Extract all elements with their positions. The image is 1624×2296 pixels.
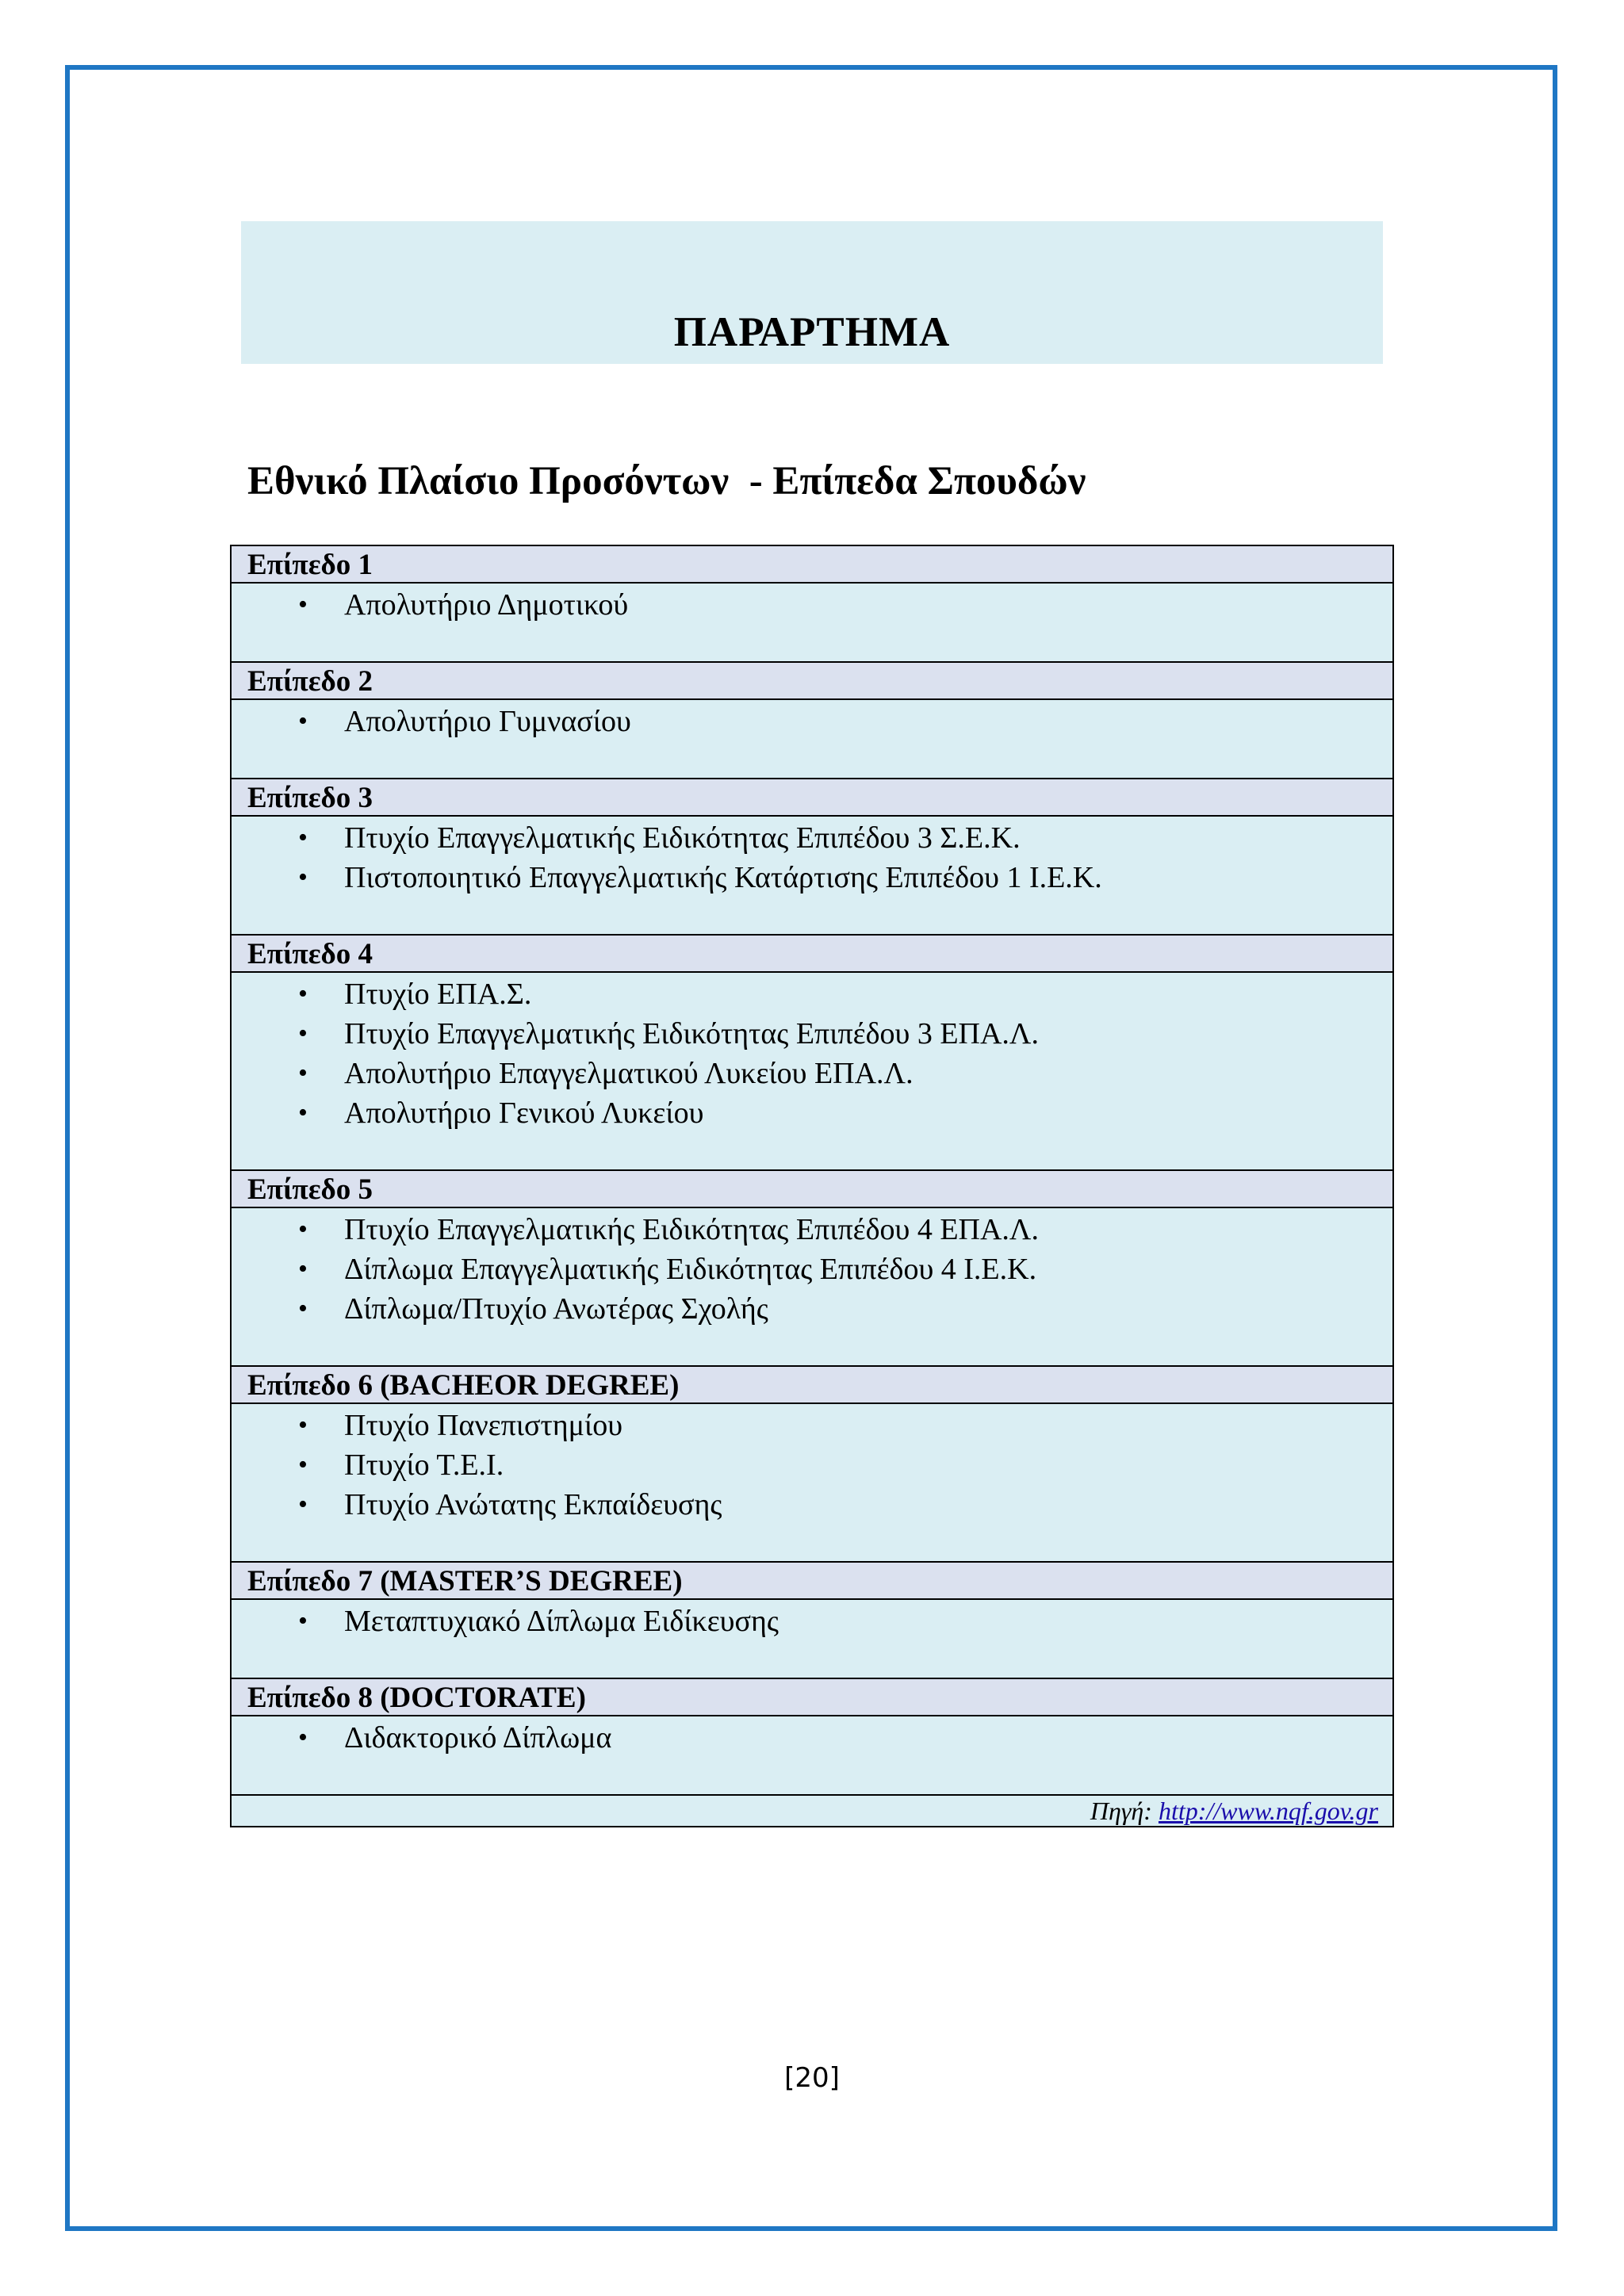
level-items (232, 973, 1392, 1171)
list-item (298, 818, 1392, 858)
list-item-text: Απολυτήριο Γυμνασίου (344, 705, 631, 738)
annex-title-banner (241, 221, 1383, 364)
level-title: Επίπεδο 3 (232, 779, 1392, 817)
level-title: Επίπεδο 2 (232, 663, 1392, 700)
list-item-text: Πτυχίο Πανεπιστημίου (344, 1409, 623, 1442)
level-items (232, 1600, 1392, 1679)
bullet-icon: • (298, 1490, 308, 1519)
bullet-icon: • (298, 823, 308, 852)
level-items (232, 1208, 1392, 1367)
level-title: Επίπεδο 8 (DOCTORATE) (232, 1679, 1392, 1716)
bullet-icon: • (298, 863, 308, 892)
list-item-text: Δίπλωμα Επαγγελματικής Ειδικότητας Επιπέδου 4 Ι.Ε.Κ. (344, 1253, 1037, 1286)
list-item (298, 1289, 1392, 1329)
list-item-text: Πτυχίο Επαγγελματικής Ειδικότητας Επιπέδου 4 ΕΠΑ.Λ. (344, 1213, 1039, 1246)
list-item (298, 974, 1392, 1014)
bullet-icon: • (298, 1410, 308, 1440)
list-item (298, 1054, 1392, 1093)
list-item (298, 1210, 1392, 1249)
page-number: [20] (784, 2062, 840, 2094)
list-item (298, 1485, 1392, 1525)
section-heading: Εθνικό Πλαίσιο Προσόντων - Επίπεδα Σπουδών (247, 459, 1086, 503)
bullet-icon: • (298, 1606, 308, 1636)
source-link[interactable]: http://www.nqf.gov.gr (1158, 1797, 1378, 1825)
bullet-icon: • (298, 1294, 308, 1323)
list-item (298, 702, 1392, 741)
list-item (298, 1406, 1392, 1445)
list-item-text: Πτυχίο Τ.Ε.Ι. (344, 1448, 504, 1482)
level-title: Επίπεδο 1 (232, 546, 1392, 584)
bullet-icon: • (298, 1254, 308, 1284)
list-item-text: Απολυτήριο Επαγγελματικού Λυκείου ΕΠΑ.Λ. (344, 1057, 914, 1090)
level-title: Επίπεδο 6 (BACHEOR DEGREE) (232, 1367, 1392, 1404)
bullet-icon: • (298, 706, 308, 736)
level-title: Επίπεδο 5 (232, 1171, 1392, 1208)
list-item-text: Δίπλωμα/Πτυχίο Ανωτέρας Σχολής (344, 1292, 768, 1326)
list-item-text: Πτυχίο Επαγγελματικής Ειδικότητας Επιπέδου 3 ΕΠΑ.Λ. (344, 1017, 1039, 1050)
bullet-icon: • (298, 979, 308, 1008)
list-item-text: Πτυχίο ΕΠΑ.Σ. (344, 978, 532, 1011)
bullet-icon: • (298, 590, 308, 619)
level-title: Επίπεδο 7 (MASTER’S DEGREE) (232, 1563, 1392, 1600)
list-item-text: Απολυτήριο Γενικού Λυκείου (344, 1096, 704, 1130)
list-item (298, 1093, 1392, 1133)
list-item (298, 1249, 1392, 1289)
source-label: Πηγή: (1090, 1797, 1152, 1825)
level-items (232, 584, 1392, 663)
list-item (298, 1014, 1392, 1054)
levels-list (232, 546, 1392, 1796)
list-item (298, 858, 1392, 897)
bullet-icon: • (298, 1215, 308, 1244)
list-item-text: Μεταπτυχιακό Δίπλωμα Ειδίκευσης (344, 1605, 779, 1638)
list-item (298, 1601, 1392, 1641)
list-item-text: Διδακτορικό Δίπλωμα (344, 1721, 612, 1755)
annex-title: ΠΑΡΑΡΤΗΜΑ (673, 309, 951, 355)
bullet-icon: • (298, 1058, 308, 1088)
list-item (298, 1445, 1392, 1485)
bullet-icon: • (298, 1019, 308, 1048)
level-title: Επίπεδο 4 (232, 936, 1392, 973)
list-item-text: Πιστοποιητικό Επαγγελματικής Κατάρτισης Επιπέδου 1 Ι.Ε.Κ. (344, 861, 1102, 894)
source-row (232, 1796, 1392, 1826)
levels-table (230, 545, 1394, 1827)
level-items (232, 700, 1392, 779)
level-items (232, 1716, 1392, 1796)
list-item-text: Απολυτήριο Δημοτικού (344, 588, 629, 622)
level-items (232, 1404, 1392, 1563)
bullet-icon: • (298, 1098, 308, 1127)
list-item (298, 1718, 1392, 1758)
bullet-icon: • (298, 1450, 308, 1479)
level-items (232, 817, 1392, 936)
bullet-icon: • (298, 1723, 308, 1752)
list-item (298, 585, 1392, 625)
list-item-text: Πτυχίο Ανώτατης Εκπαίδευσης (344, 1488, 722, 1521)
list-item-text: Πτυχίο Επαγγελματικής Ειδικότητας Επιπέδου 3 Σ.Ε.Κ. (344, 821, 1021, 855)
